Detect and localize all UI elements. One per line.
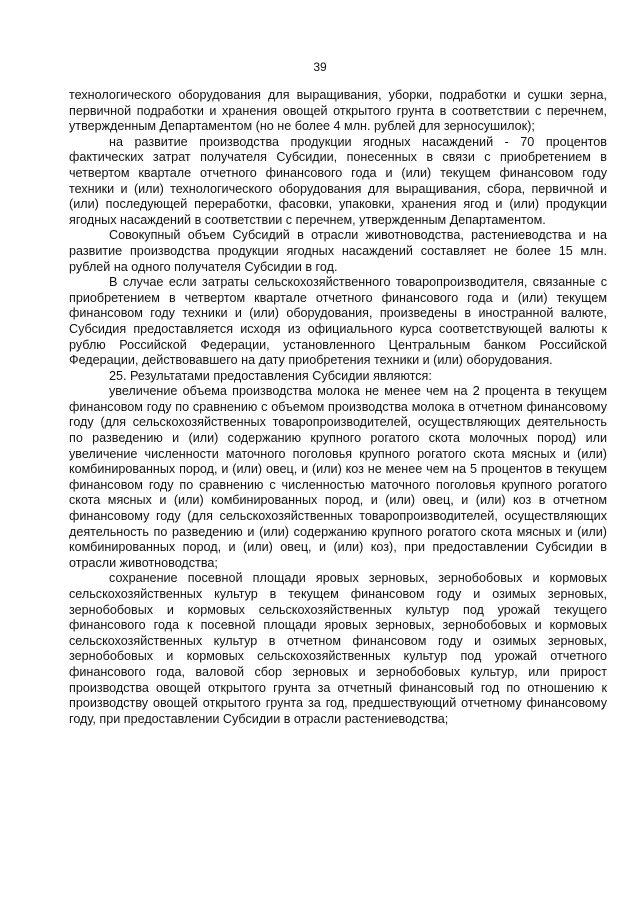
paragraph: технологического оборудования для выращивания, уборки, подработки и сушки зерна, первичной подработки и хранения овощей открытого грунта в соответствии с перечнем, утвержденным Департаментом (но не более 4 млн. рублей для зерносушилок); bbox=[69, 88, 607, 134]
page-number: 39 bbox=[313, 60, 327, 74]
paragraph: 25. Результатами предоставления Субсидии являются: bbox=[109, 368, 432, 383]
paragraph: сохранение посевной площади яровых зерновых, зернобобовых и кормовых сельскохозяйственных культур в текущем финансовом году и озимых зерновых, зернобобовых и кормовых сельскохозяйственных культур под урожай текущего финансового года к посевной площади яровых зерновых, зернобобовых и кормовых сельскохозяйственных культур в отчетном финансовом году и озимых зерновых, зернобобовых и кормовых сельскохозяйственных культур под урожай отчетного финансового года, валовой сбор зерновых и зернобобовых культур, или прирост производства овощей открытого грунта за отчетный финансовый год по отношению к производству овощей открытого грунта за год, предшествующий отчетному финансовому году, при предоставлении Субсидии в отрасли растениеводства; bbox=[69, 571, 607, 726]
document-body bbox=[69, 88, 607, 727]
paragraph: на развитие производства продукции ягодных насаждений - 70 процентов фактических затрат получателя Субсидии, понесенных в связи с приобретением в четвертом квартале отчетного финансового года и (или) текущем финансовом году техники и (или) технологического оборудования для выращивания, сбора, первичной и (или) последующей переработки, фасовки, упаковки, хранения ягод и (или) продукции ягодных насаждений в соответствии с перечнем, утвержденным Департаментом. bbox=[69, 134, 607, 227]
paragraph: В случае если затраты сельскохозяйственного товаропроизводителя, связанные с приобретением в четвертом квартале отчетного финансового года и (или) текущем финансовом году техники и (или) оборудования, произведены в иностранной валюте, Субсидия предоставляется исходя из официального курса соответствующей валюты к рублю Российской Федерации, установленного Центральным банком Российской Федерации, действовавшего на дату приобретения техники и (или) оборудования. bbox=[69, 275, 607, 368]
paragraph: увеличение объема производства молока не менее чем на 2 процента в текущем финансовом году по сравнению с объемом производства молока в отчетном финансовому году (для сельскохозяйственных товаропроизводителей, осуществляющих деятельность по разведению и (или) содержанию крупного рогатого скота молочных пород) или увеличение численности маточного поголовья крупного рогатого скота мясных и (или) комбинированных пород, и (или) овец, и (или) коз не менее чем на 5 процентов в текущем финансовом году по сравнению с численностью маточного поголовья крупного рогатого скота мясных и (или) комбинированных пород, и (или) овец, и (или) коз в отчетном финансовому году (для сельскохозяйственных товаропроизводителей, осуществляющих деятельность по разведению и (или) содержанию крупного рогатого скота мясных и (или) комбинированных пород, и (или) овец, и (или) коз), при предоставлении Субсидии в отрасли животноводства; bbox=[69, 384, 607, 570]
paragraph: Совокупный объем Субсидий в отрасли животноводства, растениеводства и на развитие производства продукции ягодных насаждений составляет не более 15 млн. рублей на одного получателя Субсидии в год. bbox=[69, 228, 607, 274]
